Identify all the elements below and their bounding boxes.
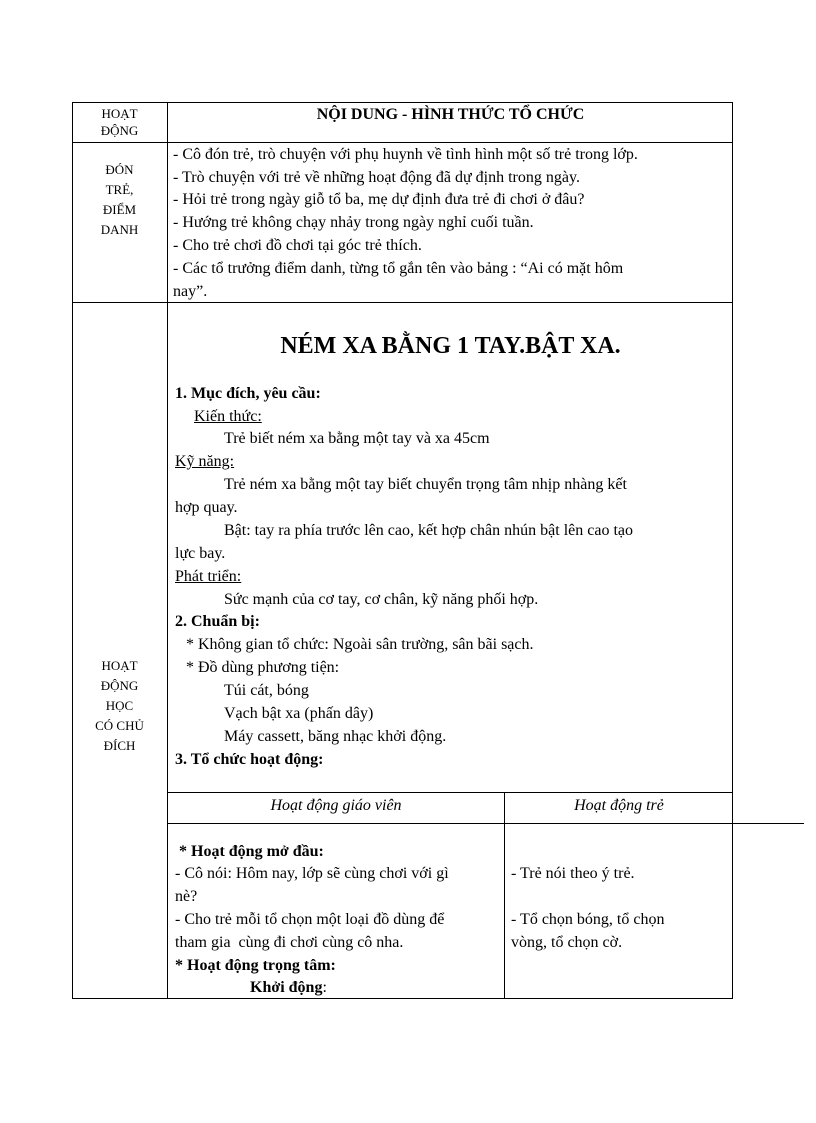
teacher-line-1: - Cô nói: Hôm nay, lớp sẽ cùng chơi với gì (175, 865, 449, 882)
s2-line-3: Túi cát, bóng (224, 682, 309, 699)
ky-nang-line-2: hợp quay. (175, 499, 238, 516)
hdh-label-3: HỌC (105, 698, 134, 713)
don-tre-line-5: - Cho trẻ chơi đồ chơi tại góc trẻ thích. (173, 237, 422, 254)
ky-nang-label: Kỹ năng: (175, 453, 235, 470)
subtable-column-divider (504, 792, 505, 999)
header-col1-line1: HOẠT (101, 106, 138, 121)
phat-trien-label: Phát triển: (175, 568, 242, 585)
column-divider (167, 102, 168, 999)
hdh-label-5: ĐÍCH (103, 738, 136, 753)
hdh-label-1: HOẠT (101, 658, 138, 673)
header-col1-line2: ĐỘNG (100, 123, 139, 138)
teacher-column-header: Hoạt động giáo viên (270, 797, 402, 814)
don-tre-line-3: - Hỏi trẻ trong ngày giỗ tổ ba, mẹ dự định đưa trẻ đi chơi ở đâu? (173, 191, 585, 208)
header-col2-title: NỘI DUNG - HÌNH THỨC TỔ CHỨC (316, 106, 585, 123)
khoi-dong-line (250, 980, 327, 996)
teacher-line-2: nè? (175, 888, 198, 905)
subtable-divider (168, 823, 804, 824)
hdh-label-2: ĐỘNG (100, 678, 139, 693)
kien-thuc-text: Trẻ biết ném xa bằng một tay và xa 45cm (224, 430, 490, 447)
section-1-title: 1. Mục đích, yêu cầu: (175, 385, 321, 402)
hdh-label-4: CÓ CHỦ (95, 718, 144, 733)
don-tre-line-7: nay”. (173, 283, 208, 300)
child-column-header: Hoạt động trẻ (574, 797, 664, 814)
trong-tam-title: * Hoạt động trọng tâm: (175, 957, 336, 974)
phat-trien-text: Sức mạnh của cơ tay, cơ chân, kỹ năng phối hợp. (224, 591, 539, 608)
khoi-dong-colon: : (322, 979, 327, 996)
mo-dau-title: * Hoạt động mở đầu: (175, 843, 324, 860)
kien-thuc-label: Kiến thức: (194, 408, 262, 425)
ky-nang-line-3: Bật: tay ra phía trước lên cao, kết hợp chân nhún bật lên cao tạo (224, 522, 633, 539)
ky-nang-line-4: lực bay. (175, 545, 226, 562)
row-divider (72, 302, 733, 303)
subtable-divider (168, 792, 733, 793)
don-tre-label-4: DANH (100, 222, 139, 237)
ky-nang-line-1: Trẻ ném xa bằng một tay biết chuyển trọng tâm nhịp nhàng kết (224, 476, 627, 493)
teacher-line-3: - Cho trẻ mỗi tổ chọn một loại đồ dùng để (175, 911, 445, 928)
lesson-title: NÉM XA BẰNG 1 TAY.BẬT XA. (280, 333, 621, 359)
section-3-title: 3. Tổ chức hoạt động: (175, 751, 324, 768)
don-tre-label-3: ĐIỂM (102, 202, 137, 217)
don-tre-label-2: TRẺ, (105, 182, 134, 197)
don-tre-line-4: - Hướng trẻ không chạy nhảy trong ngày nghỉ cuối tuần. (173, 214, 534, 231)
khoi-dong-title: Khởi động (250, 979, 323, 996)
child-line-3: vòng, tổ chọn cờ. (511, 934, 623, 951)
child-line-1: - Trẻ nói theo ý trẻ. (511, 865, 635, 882)
don-tre-line-2: - Trò chuyện với trẻ về những hoạt động đã dự định trong ngày. (173, 169, 580, 186)
row-divider (72, 142, 733, 143)
don-tre-line-6: - Các tổ trưởng điểm danh, từng tổ gắn tên vào bảng : “Ai có mặt hôm (173, 260, 624, 277)
s2-line-4: Vạch bật xa (phấn dây) (224, 705, 374, 722)
section-2-title: 2. Chuẩn bị: (175, 613, 260, 630)
child-line-2: - Tổ chọn bóng, tổ chọn (511, 911, 665, 928)
don-tre-label-1: ĐÓN (105, 162, 134, 177)
don-tre-line-1: - Cô đón trẻ, trò chuyện với phụ huynh về tình hình một số trẻ trong lớp. (173, 146, 638, 163)
teacher-line-4: tham gia cùng đi chơi cùng cô nha. (175, 934, 404, 951)
s2-line-5: Máy cassett, băng nhạc khởi động. (224, 728, 447, 745)
s2-line-1: * Không gian tổ chức: Ngoài sân trường, sân bãi sạch. (186, 636, 534, 653)
s2-line-2: * Đồ dùng phương tiện: (186, 659, 340, 676)
